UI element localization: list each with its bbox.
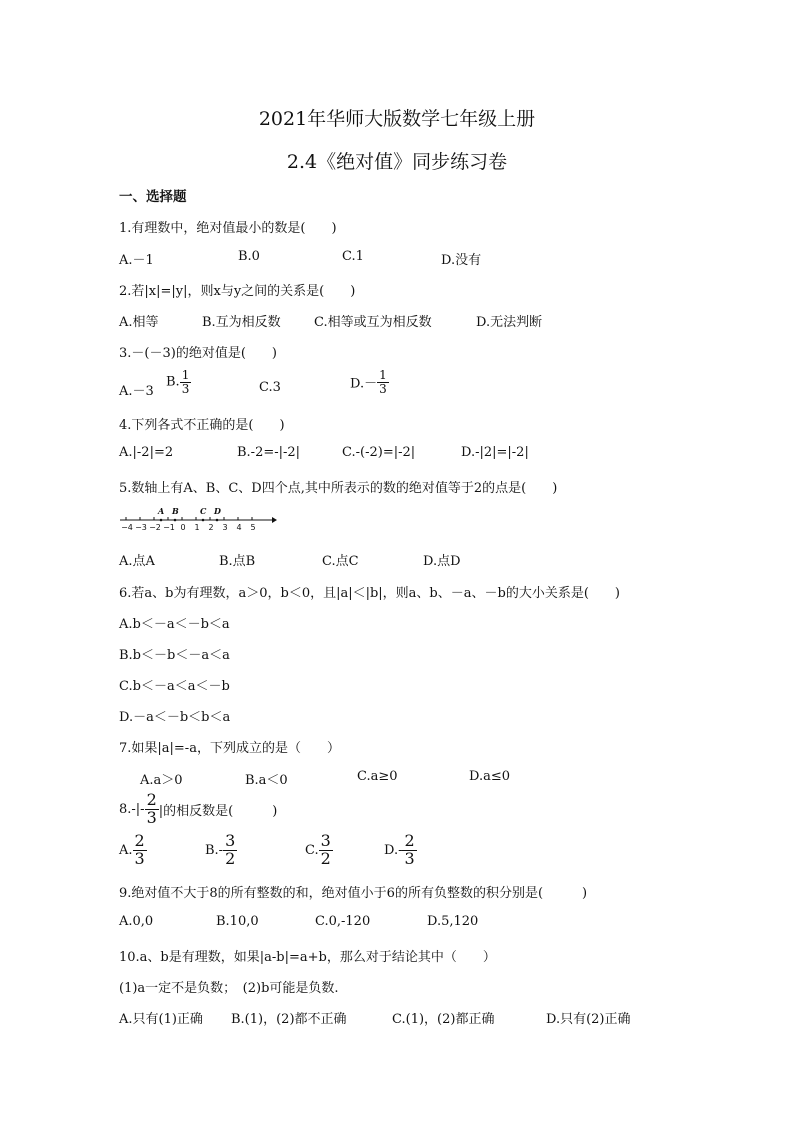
question-5-stem: 5.数轴上有A、B、C、D四个点,其中所表示的数的绝对值等于2的点是( ) [119,481,558,496]
fraction [223,833,237,868]
question-7-option-c: C.a≥0 [357,769,398,784]
option-c-prefix: C. [305,842,319,858]
question-4-option-c: C.-(-2)=|-2| [342,445,416,460]
number-line-tick-label: −1 [163,523,175,532]
fraction [145,792,159,827]
section-heading: 一、选择题 [119,189,187,205]
question-5-option-d: D.点D [423,554,461,569]
question-9-option-b: B.10,0 [216,914,259,929]
question-10-stem: 10.a、b是有理数，如果|a-b|=a+b，那么对于结论其中（ ） [119,950,496,965]
number-line-point [216,519,219,522]
number-line-point [202,519,205,522]
option-a-prefix: A. [119,842,133,858]
question-3-option-b [166,369,191,395]
question-6-option-c: C.b＜－a＜a＜－b [119,679,230,694]
page-title: 2021年华师大版数学七年级上册 [258,108,536,130]
number-line-tick-label: −3 [135,523,147,532]
fraction [180,369,192,395]
number-line [118,505,278,539]
question-2-option-b: B.互为相反数 [202,315,281,330]
question-7-option-a: A.a＞0 [140,773,183,788]
question-4-option-d: D.-|2|=|-2| [461,445,529,460]
number-line-tick-label: −4 [121,523,133,532]
fraction-denominator: 3 [379,381,387,396]
question-2-stem: 2.若|x|=|y|，则x与y之间的关系是( ) [119,284,356,299]
fraction-numerator: 3 [225,831,236,850]
question-2-option-d: D.无法判断 [476,315,543,330]
fraction-denominator: 2 [320,848,331,868]
question-3-stem: 3.－(－3)的绝对值是( ) [119,346,277,361]
number-line-tick-label: 3 [222,523,228,532]
question-1-stem: 1.有理数中，绝对值最小的数是( ) [119,221,337,236]
question-9-option-c: C.0,-120 [315,914,371,929]
question-8-option-b [205,833,237,868]
fraction-numerator: 3 [320,831,331,850]
question-4-option-a: A.|-2|=2 [119,445,174,460]
number-line-point-label: B [172,506,179,516]
stem-suffix: |的相反数是( ) [158,803,278,819]
stem-prefix: 8.-|- [119,801,145,817]
question-2-option-a: A.相等 [119,315,159,330]
question-10-option-a: A.只有(1)正确 [119,1012,203,1027]
number-line-tick-label: 1 [194,523,200,532]
question-7-stem: 7.如果|a|=-a，下列成立的是（ ） [119,741,340,756]
option-d-prefix: D.- [384,842,403,858]
fraction [402,833,416,868]
question-5-option-b: B.点B [219,554,256,569]
question-8-option-a [119,833,147,868]
number-line-point-label: A [158,506,165,516]
fraction-denominator: 3 [404,848,415,868]
fraction-denominator: 3 [134,848,145,868]
question-1-option-c: C.1 [342,249,364,264]
number-line-tick-label: −2 [149,523,161,532]
question-9-option-a: A.0,0 [119,914,154,929]
number-line-tick-label: 4 [236,523,242,532]
question-8-stem [119,792,277,827]
fraction-denominator: 3 [181,381,190,396]
question-10-option-d: D.只有(2)正确 [546,1012,631,1027]
question-8-option-d [384,833,417,868]
page-subtitle: 2.4《绝对值》同步练习卷 [286,151,508,173]
option-b-prefix: B.- [205,842,224,858]
question-6-option-d: D.－a＜－b＜b＜a [119,710,231,725]
fraction [133,833,147,868]
fraction-numerator: 2 [146,790,157,809]
question-3-option-d [350,369,389,395]
number-line-axis [118,505,278,539]
question-6-option-a: A.b＜－a＜－b＜a [119,617,230,632]
question-8-option-c [305,833,333,868]
question-1-option-d: D.没有 [441,253,482,268]
number-line-tick-label: 2 [208,523,214,532]
fraction-numerator: 2 [404,831,415,850]
number-line-point-label: D [214,506,221,516]
number-line-point [160,519,163,522]
question-6-option-b: B.b＜－b＜－a＜a [119,648,230,663]
fraction-denominator: 2 [225,848,236,868]
question-2-option-c: C.相等或互为相反数 [314,315,432,330]
question-9-stem: 9.绝对值不大于8的所有整数的和，绝对值小于6的所有负整数的积分别是( ) [119,886,588,901]
question-1-option-a: A.－1 [119,253,154,268]
question-4-option-b: B.-2=-|-2| [237,445,301,460]
fraction-numerator: 1 [379,368,387,382]
question-5-option-a: A.点A [119,554,155,569]
question-1-option-b: B.0 [238,249,260,264]
fraction [377,369,389,395]
fraction-numerator: 2 [134,831,145,850]
question-7-option-d: D.a≤0 [469,769,511,784]
option-d-prefix: D.－ [350,376,378,392]
fraction-numerator: 1 [181,368,190,382]
number-line-tick-label: 0 [180,523,186,532]
question-5-option-c: C.点C [322,554,359,569]
number-line-point [174,519,177,522]
number-line-tick-label: 5 [250,523,256,532]
fraction-denominator: 3 [146,807,157,827]
question-3-option-a: A.－3 [119,384,154,399]
question-4-stem: 4.下列各式不正确的是( ) [119,418,285,433]
question-10-option-b: B.(1)，(2)都不正确 [231,1012,347,1027]
question-3-option-c: C.3 [259,380,281,395]
question-9-option-d: D.5,120 [427,914,479,929]
question-10-conditions: (1)a一定不是负数； (2)b可能是负数. [119,981,339,996]
fraction [319,833,333,868]
question-7-option-b: B.a＜0 [245,773,288,788]
question-6-stem: 6.若a、b为有理数，a＞0，b＜0，且|a|＜|b|，则a、b、－a、－b的大小关系是( ) [119,586,620,601]
option-b-prefix: B. [166,374,180,390]
number-line-point-label: C [200,506,207,516]
question-10-option-c: C.(1)，(2)都正确 [392,1012,495,1027]
